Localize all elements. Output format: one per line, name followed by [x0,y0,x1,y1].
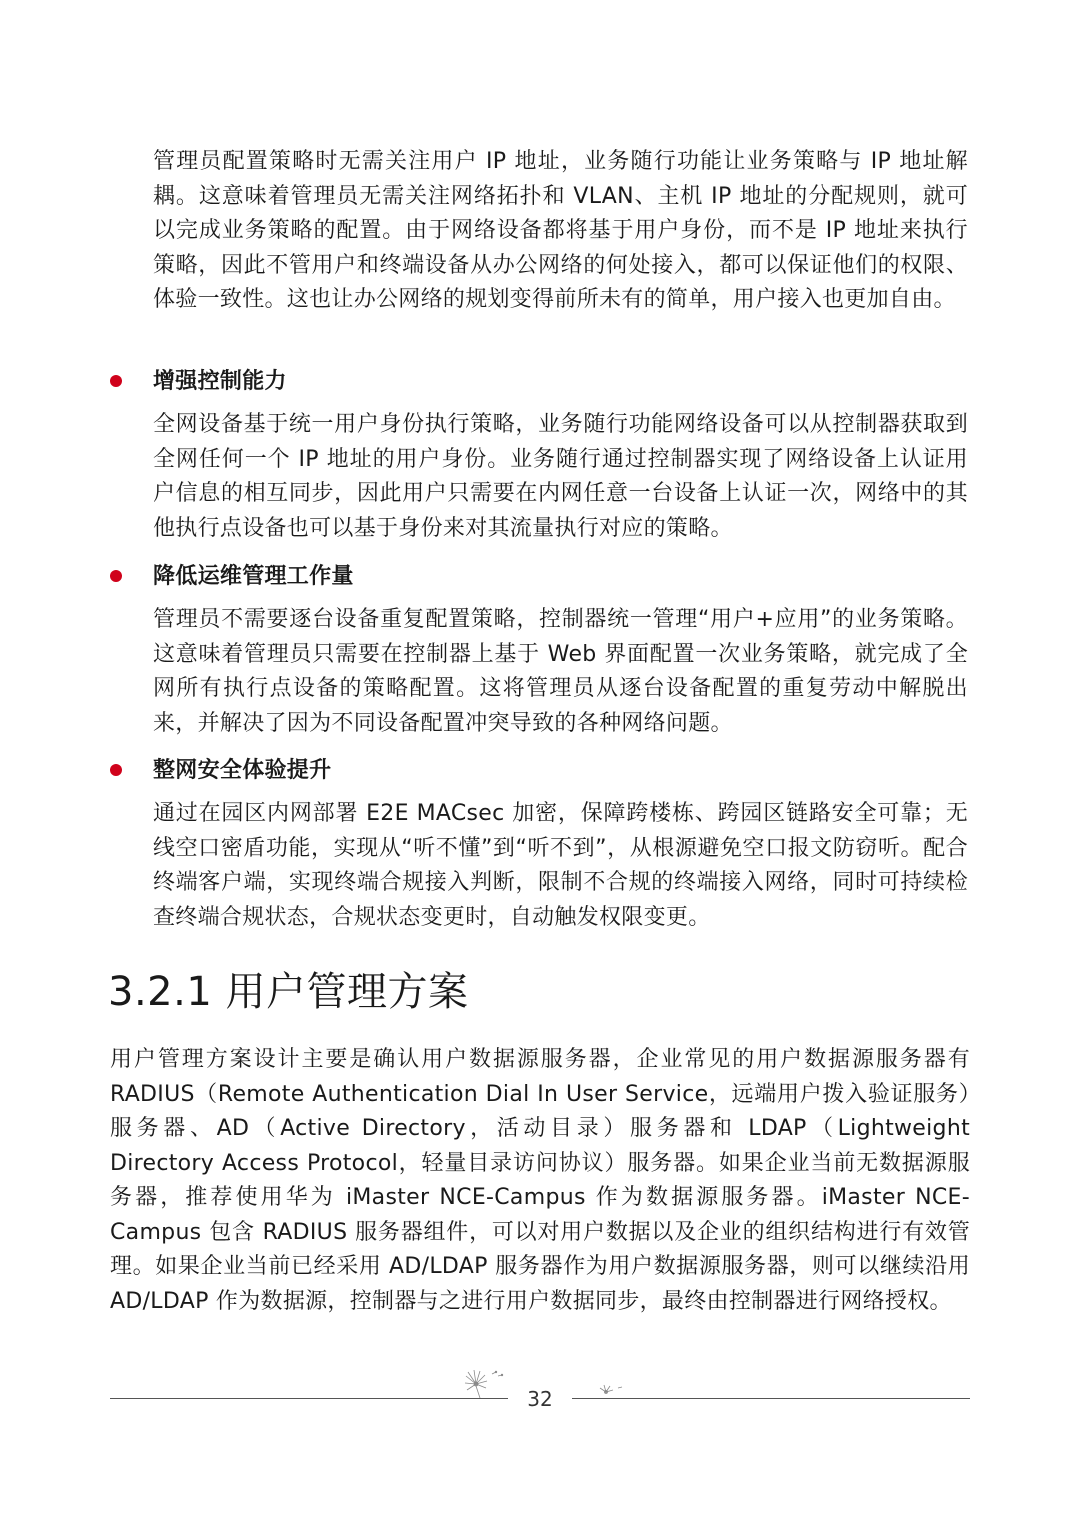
bullet-paragraph: 管理员不需要逐台设备重复配置策略，控制器统一管理“用户+应用”的业务策略。这意味着管理员只需要在控制器上基于 Web 界面配置一次业务策略，就完成了全网所有执行点设备的策略配置。这将管理员从逐台设备配置的重复劳动中解脱出来，并解决了因为不同设备配置冲突导致的各种网络问题。 [153,607,968,736]
bullet-heading: 整网安全体验提升 [153,758,332,783]
bullet-paragraph: 通过在园区内网部署 E2E MACsec 加密，保障跨楼栋、跨园区链路安全可靠；无线空口密盾功能，实现从“听不懂”到“听不到”，从根源避免空口报文防窃听。配合终端客户端，实现终端合规接入判断，限制不合规的终端接入网络，同时可持续检查终端合规状态，合规状态变更时，自动触发权限变更。 [153,801,968,930]
dandelion-seed-icon [598,1382,626,1398]
bullet-dot-icon [110,375,122,387]
bullet-item-enhanced-control [110,365,970,399]
section-heading: 3.2.1 用户管理方案 [108,969,469,1015]
footer-rule-left [110,1398,508,1399]
bullet-dot-icon [110,764,122,776]
section-body-paragraph: 用户管理方案设计主要是确认用户数据源服务器，企业常见的用户数据源服务器有 RADIUS（Remote Authentication Dial In User Service，远端用户拨入验证服务）服务器、AD（Active Directory，活动目录）服务器和 LDAP（Lightweight Directory Access Protocol，轻量目录访问协议）服务器。如果企业当前无数据源服务器，推荐使用华为 iMaster NCE-Campus 作为数据源服务器。iMaster NCE-Campus 包含 RADIUS 服务器组件，可以对用户数据以及企业的组织结构进行有效管理。如果企业当前已经采用 AD/LDAP 服务器作为用户数据源服务器，则可以继续沿用 AD/LDAP 作为数据源，控制器与之进行用户数据同步，最终由控制器进行网络授权。 [110,1047,970,1314]
bullet-dot-icon [110,570,122,582]
bullet-heading: 增强控制能力 [153,369,287,394]
footer-rule-right [572,1398,970,1399]
bullet-item-reduce-ops [110,560,970,594]
bullet-item-security-experience [110,754,970,788]
page-number: 32 [527,1387,553,1411]
bullet-heading: 降低运维管理工作量 [153,564,354,589]
dandelion-icon [462,1368,506,1398]
intro-paragraph: 管理员配置策略时无需关注用户 IP 地址，业务随行功能让业务策略与 IP 地址解耦。这意味着管理员无需关注网络拓扑和 VLAN、主机 IP 地址的分配规则，就可以完成业务策略的配置。由于网络设备都将基于用户身份，而不是 IP 地址来执行策略，因此不管用户和终端设备从办公网络的何处接入，都可以保证他们的权限、体验一致性。这也让办公网络的规划变得前所未有的简单，用户接入也更加自由。 [153,149,968,312]
bullet-paragraph: 全网设备基于统一用户身份执行策略，业务随行功能网络设备可以从控制器获取到全网任何一个 IP 地址的用户身份。业务随行通过控制器实现了网络设备上认证用户信息的相互同步，因此用户只需要在内网任意一台设备上认证一次，网络中的其他执行点设备也可以基于身份来对其流量执行对应的策略。 [153,412,968,541]
